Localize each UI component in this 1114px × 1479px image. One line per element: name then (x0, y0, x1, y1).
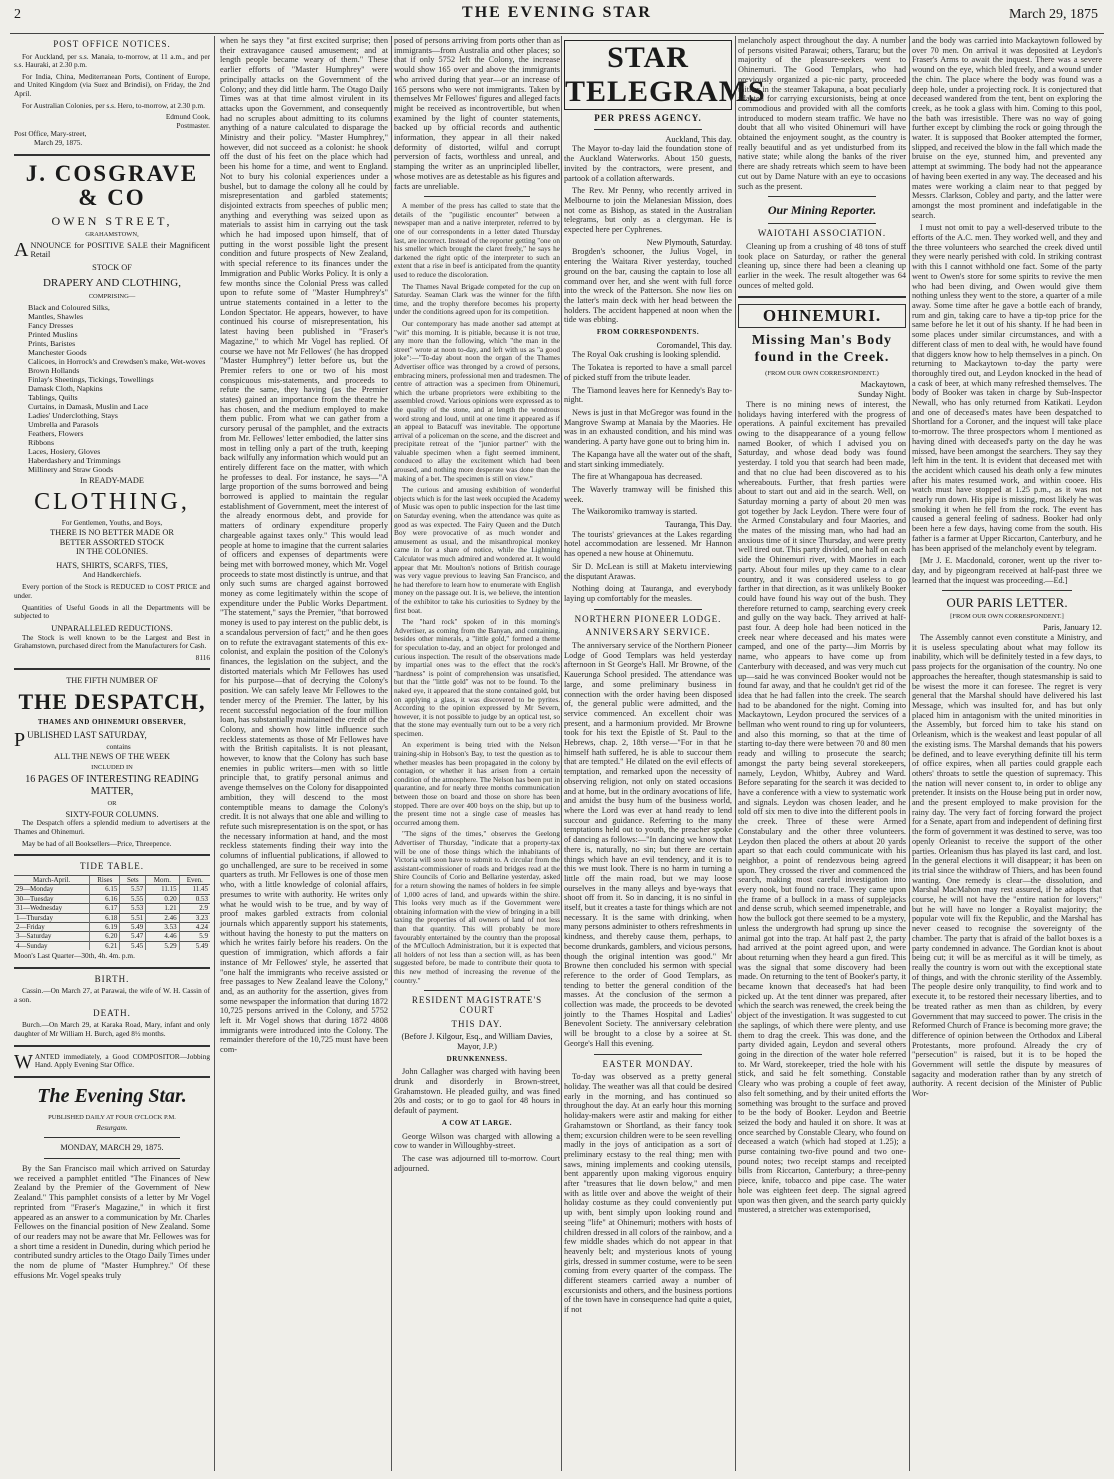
dateline: Coromandel, This day. (656, 340, 732, 350)
telegram-text: The Royal Oak crushing is looking splendid. (572, 350, 721, 360)
drapery-list (28, 303, 210, 474)
column-3 (394, 36, 560, 1471)
lodge-text: The anniversary service of the Northern Pioneer Lodge of Good Templars was held yesterday afternoon in St George's Hall. Mr Browne, of the Kauerunga School presided. The attendance was large, and some preliminary business in connection with the order having been disposed of, the general public were admitted, and the service commenced. An excellent choir was present, and a harmonium provided. Mr Browne took for his text the Epistle of St. Paul to the Hebrews, chap. 2, 18th verse—"For in that he himself hath suffered, he is able to succour them that are tempted." He dilated on the evil effects of temptation, and remarked upon the necessity of observing religion, not only on stated occasions and at home, but in the ordinary avocations of life, and amidst the busy hum of the business world, where the Lord was ever at hand ready to lend succour and guidance. Referring to the many temptations held out to youth, the preacher spoke of dancing as follows:—"In dancing we know that there is, naturally, no sin; but there are certain things which have an evil tendency, and it is to this we must look. There is no harm in turning a little off the main road, but we may loose ourselves in the many alleys and bye-ways that shoot off from it. So in dancing, it is no sinful in itself, but it creates a taste for things which are not necessary. It is the same with drinking, when many persons administer to others refreshments in kindness, and thereby cause them, perhaps, to become drunkards, gamblers, and vicious persons, though the original intention was good." Mr Browne then concluded his sermon with special reference to the order of Good Templars, as tending to better the general condition of the masses. At the conclusion of the sermon a collection was made, the proceeds to be devoted jointly to the Thames Hospital and Ladies' Benevolent Society. The anniversary celebration will be brought to a close by a soiree at St. George's Hall this evening. (564, 641, 732, 1048)
death-text: Burch.—On March 29, at Karaka Road, Mary, infant and only daughter of Mr William H. Burch, aged 8½ months. (14, 1020, 210, 1038)
motto: Resurgam. (96, 1122, 128, 1132)
dateline: Mackaytown, (860, 380, 906, 390)
telegrams-heading: STAR TELEGRAMS (565, 41, 766, 108)
local-news: Our contemporary has made another sad attempt at "wit" this morning. It is pitiable, because it is not true, any more than the following, which "the man in the street" wrote at noon to-day, and left with us as "a good joke":—"To-day about noon the organ of the Thames Advertiser office was thronged by a crowd of persons, embracing miners, professional men and tradesmen. The centre of attraction was a specimen from Ohinemuri, which the urbane proprietors were exhibiting to the assembled crowd. Various opinions were expressed as to the quality of the stone, and at length the wondrous word strong and loud, until at one time it appeared as if an appeal to Batacuff was inevitable. The opportune arrival of a policeman on the scene, and the discreet and precipitate retreat of the "junior partner" with the valuable specimen when a fight seemed imminent, conduced to allay the excitement which had been aroused, and nothing more desperate was done than the making of a bet. The specimen is still on view." (394, 318, 560, 483)
local-news: "The signs of the times," observes the Geelong Advertiser of Thursday, "indicate that a property-tax will be one of those things which the inhabitants of Victoria will soon have to submit to. A circular from the assistant-commissioner of roads and bridges read at the Shire Councils of Corio and Bellarine yesterday, asked for a return showing the names of holders in fee simple of 1,000 acres of land, and upwards within the shire. This looks very much as if the Government were obtaining information with the view of bringing in a bill taxing the properties of all owners of land of not less than that quantity. This will probably be more favourably entertained by the country than the proposal of the M'Culloch Administration, but it is expected that all holders of not less than a section will, as has been suggested before, be made to contribute their quota to this new method of increasing the revenue of the country." (394, 829, 560, 985)
table-row (14, 941, 210, 950)
despatch-booksellers: May be had of all Booksellers—Price, Threepence. (22, 838, 172, 848)
divider (14, 1045, 210, 1047)
tide-cell: 6.15 (90, 885, 120, 894)
dateline: Sunday Night. (858, 390, 906, 400)
post-office-heading: POST OFFICE NOTICES. (53, 39, 171, 49)
post-office-notice: For India, China, Mediterranean Ports, Continent of Europe, and United Kingdom (via Suez and Brindisi), on Friday, the 2nd April. (14, 71, 210, 99)
table-row (14, 894, 210, 903)
editorial-date: MONDAY, MARCH 29, 1875. (60, 1143, 164, 1153)
cow-heading: A COW AT LARGE. (441, 1118, 513, 1127)
missing-continued: and the body was carried into Mackaytown followed by over 70 men. On arrival it was deposited at Leydon's Fraser's Arms to await the inquest. There was a severe wound on the eye, which bled freely, and a wound under the chin. The place where the body was found was a deep hole, under a projecting rock. It is conjectured that deceased wandered from the tent, bent on exploring the creek, as he took a glass with him. Coming to this pool, the bath was irresistible. There was no way of going further except by climbing the rock or going through the water. It is supposed that Booker attempted the former, slipped, and received the blow in the fall which made the bruise on the eye, stunned him, and prevented any attempt at swimming. The body had not the appearance of having been exerted in any way. The deceased and his mates were working a claim near to that pegged by Messrs. Clarkson, Cobley and party, and the latter were amongst the most prominent and indefatigable in the search. (912, 36, 1102, 220)
local-news: The Thames Naval Brigade competed for the cup on Saturday. Seaman Clark was the winner for the fifth time, and the trophy therefore becomes his property under the conditions agreed upon for its competition. (394, 281, 560, 317)
list-item: Mantles, Shawles (28, 311, 84, 321)
cosgrave-name: J. COSGRAVE & CO (25, 160, 199, 210)
tide-cell: 6.16 (90, 894, 120, 903)
telegram-text: The Mayor to-day laid the foundation stone of the Auckland Waterworks. About 150 guests, invited by the contractors, were present, and partook of a collation afterwards. (564, 144, 732, 183)
published-daily: PUBLISHED DAILY AT FOUR O'CLOCK P.M. (48, 1113, 176, 1121)
unparalleled-line: UNPARALLELED REDUCTIONS. (51, 623, 173, 633)
despatch-contains: contains (106, 742, 131, 752)
tide-cell: 5.45 (120, 941, 146, 950)
tide-cell: 4—Sunday (14, 941, 90, 950)
dateline: Auckland, This day. (665, 134, 732, 144)
column-5 (738, 36, 906, 1471)
editorial-continued: when he says they "at first excited surprise; then their extravagance caused amusement; and at length people became weary of them." These earlier efforts of "Master Humphrey" were principally attacks on the Government of the Colony; and they did little harm. The Otago Daily Times was at that time almost virulent in its attacks upon the Government, and consequently had no scruples about admitting to its columns anything of a nature calculated to disparage the Ministry and their policy. "Master Humphrey," however, did not succeed as a colonist: he shook off the dust of his feet on the place which had been his home for a time, and went to England. Not to bury his colonial experiences under a bushel, but to damage the colony all he could by misrepresentation and garbled statements; disjointed extracts from speeches of public men; anything and everything was seized upon as materials to assist him in carrying out the task which he had imposed upon himself, that of putting in the worst possible light the present condition and future prospects of New Zealand, with special reference to its finances under the Immigration and Public Works Policy. It is only a few months since the Colonial Press was called upon to refute some of "Master Humphrey's" untrue statements contained in a letter to the London Spectator. He appears, however, to have continued his course of misrepresentation, his latest having been published in "Fraser's Magazine," to which Mr Vogel has replied. Of course we have not Mr Fellowes' (he has dropped "Master Humphrey") letter before us, but the Premier refers to one or two of his most conspicuous mis-statements, and proceeds to refute the same, they having (as the Premier states) gained an importance from the theatre he has chosen, and the medium employed to make them public. From what we can gather from a cursory perusal of the pamphlet, and the extracts from Mr. Fellowes' letter embodied, the latter sins most in telling only a part of the truth, keeping back wilfully any information which would put an entirely different face on the matter, with which he professes to deal. For instance, he says—"A large proportion of the sums borrowed and being borrowed is applied to maintain the regular establishment of Government, meet the interest of the already enormous debt, and provide for matters of ordinary expenditure properly chargeable against taxes only." This would lead people at home to imagine that the current salaries of officers and expenses of departments were being met with borrowed money, which Mr. Vogel proceeds to state most distinctly is untrue, and that only such sums are charged against borrowed money as come legitimately within the scope of expenditure under the Public Works Department. "The statement," says the Premier, "that borrowed money is used to pay interest on the public debt, is a scandalous perversion of fact;" and he then goes on to refute the extravagant statements of this ex-colonist, and explain the position of the Colony's finances, the legislation on the subject, and the distorted materials which Mr Fellowes has used for his purpose—that of decrying the Colony's position. We can safely leave Mr Fellowes to the tender mercy of the Premier. The latter, by his recent successful negociation of the four million loan, has substantially maintained the credit of the Colony, and shown how little influence such reckless statements as those of Mr Fellowes have with the British capitalists. It is not pleasant, however, to know that the Colony has such base enemies in public writers—men with so little principle that, to gratify personal animus and avenge themselves on the Colony for disappointed ambition, they will descend to the most contemptible means to damage the Colony's credit. It is not always that one able and willing to refute such misrepresentation is on the spot, or has the necessary information at hand, and the most reckless statements finding their way into the columns of influential publications, if allowed to go unchallenged, are sure to be received in some quarters as truth. Mr Fellowes is one of those men who, with a little knowledge of colonial affairs, presumes to write with authority. He writes only what he would wish to be true, and by way of proof makes garbled extracts from colonial journals which apparently support his statements, without having the honesty to put the matters on which he writes fairly before his readers. On the question of immigration, which affords a fair instance of Mr Fellowes' style, he asserted that "one half the immigrants who receive assisted or free passages to New Zealand leave the Colony," and, as an authority for the assertion, gives from some newspaper the information that during 1872 10,725 persons arrived in the Colony, and 5752 left it. Mr Vogel shows that during 1872 4808 immigrants were introduced into the Colony. The remainder therefore of the 10,725 must have been com- (220, 36, 388, 1055)
from-correspondents: FROM CORRESPONDENTS. (596, 328, 700, 337)
despatch-or: OR (107, 799, 117, 807)
court-before: (Before J. Kilgour, Esq., and William Davies, Mayor, J.P.) (401, 1032, 553, 1051)
paper-nameplate: The Evening Star. (37, 1084, 187, 1107)
easter-heading: EASTER MONDAY. (602, 1058, 694, 1069)
list-item: Millinery and Straw Goods (28, 464, 114, 474)
telegram-text: The Tiamond leaves here for Kennedy's Bay to-night. (564, 385, 732, 405)
divider (738, 296, 906, 298)
editorial-text: By the San Francisco mail which arrived on Saturday we received a pamphlet entitled "The Finances of New Zealand by the Premier of the Government of New Zealand." This pamphlet consists of a letter by Mr Vogel reprinted from "Fraser's Magazine," in which it first appeared as an answer to a communication by Mr. Charles Fellowes on the financial position of New Zealand. Some of our readers may not be aware that Mr. Fellowes was for a short time a resident in Dunedin, during which period he contributed sundry articles to the Otago Daily Times under the nom de plume of "Master Humphrey." Of these effusions Mr. Vogel speaks truly (14, 1164, 210, 1280)
divider (768, 196, 876, 197)
missing-text: There is no mining news of interest, the holidays having interfered with the progress of operations. A painful excitement has prevailed owing to the disappearance of a young fellow named Booker, of which I advised you on Saturday, and whose dead body was found yesterday. I told you that search had been made, and that no clue had been discovered as to his whereabouts. Further, that fresh parties were about to start out and aid in the search. Well, on Saturday morning a party of about 20 men was got together by Jack Leydon. There were four of the Armed Constabulary and four Maories, and the mates of the missing man, who had had an anxious time of it since Thursday, and were pretty well tired out. This party divided, one half on each side the Ohinemuri river, with Maories in each party. About four miles up they came to a clear country, and it was considered useless to go farther in that direction, as it was unlikely Booker could have found his way out of the bush. They therefore returned to camp, searching every creek and gully on the way back. They arrived at half-past four. A deep hole had been noticed in the creek near where deceased and his mates were camped, and one of the party—Jim Morris by name, who appears to have come up from Canterbury with deceased, and was very much cut up—said he was convinced Booker would not be found far away, and that he couldn't get rid of the idea that he had fallen into the creek. The search had to be abandoned for the night. Coming into Mackaytown, Leydon procured the services of a bellman who went round to ring up for volunteers, and also this morning, so that at the time of starting to-day there were between 70 and 80 men ready and willing to prosecute the search; amongst the party being several storekeepers, namely, Leydon, Whitby, Aubrey and Ward. Before separating for the search it was decided to have a conference with a view to systematic work and signals. Leydon was chosen leader, and he told off six men to dive into the different pools in the creek. Three of these were Armed Constabulary and the other three volunteers. Leydon then placed the others at about 20 yards apart so that each could communicate with his neighbor, a point of rendezvous being agreed upon. They crossed the river and commenced the search, making most careful investigation into every nook, but found no trace. They came upon the frame of a bullock in a mass of supplejacks and dense scrub, which seemed impenetrable, and how the bullock got there seemed to be a mystery, unless the undergrowth had sprung up since the animal got into the trap. At half past 2, the party had arrived at the point agreed upon, and were about returning when they heard a gun fired. This was the signal that some discovery had been made. On returning to the tent of Booker's party, it became known that deceased's hat had been picked up. At the tent dinner was prepared, after which the search was renewed, the creek being the object of the investigation. It was suggested to cut the saplings, of which there were plenty, and use them to drag the creek. This was done, and the party divided again, Leydon and several others going in the direction of the water hole referred to. Mr Ward, storekeeper, tried the hole with his stick, and said he felt something. Constable Cleary who was probing a couple of feet away, also felt something, and by their united efforts the something was brought to the surface and proved to be the body of Booker. Leydon and Beetrie seized the body and hauled it on shore. It was at once searched by Constable Cleary, who found on deceased a watch (which had stoped at 1.25); a purse containing two-five pound and two one-pound notes; two receipt stamps and receipted bills from Riccarton, Canterbury; a three-penny piece, knife, tobacco and pipe case. The water hole was eighteen feet deep. The signal agreed upon was then given, and the search party quickly mustered, a stretcher was extemporised, (738, 399, 906, 1215)
tide-cell: 29—Monday (14, 885, 90, 894)
divider (14, 154, 210, 156)
telegram-text: The Rev. Mr Penny, who recently arrived in Melbourne to join the Melanesian Mission, does not come as Bishop, as stated in the Australian telegrams, but only as a clergyman. He is expected here per Cyphrenes. (564, 186, 732, 235)
local-news: A member of the press has called to state that the details of the "pugilistic encounter" between a newspaper man and a native interpreter, referred to by one of our correspondents in a letter dated Thursday last, are incorrect. Instead of the reporter getting "one on his smeller which brought the claret freely," he says he darkened the right optic of the interpreter to such an extent that a rise in beef is anticipated from the quantity used to reduce the discoloration. (394, 201, 560, 279)
tide-cell: 5.29 (146, 941, 179, 950)
table-row (14, 932, 210, 941)
reduced-line: Every portion of the Stock is REDUCED to COST PRICE and under. (14, 582, 210, 601)
paris-text: The Assembly cannot even constitute a Ministry, and it is useless speculating about what may follow its inability, which will be definitely tested in a few days, to pass projects for the organisation of the country. No one approaches the hereafter, though statesmanship is said to be wisest the more it can foresee. The regret is very general that the Marshal should have delivered his last Message, which was insulted for, and has but only placed him in antagonism with the united minorities in the Assembly, but forced him to take his stand on Orleanism, which is the weakest and least popular of all the existing isms. The Marshal demands that his powers be defined, and to leave everything definite till his term of office expires, when all parties could grapple each others' throats to settle the question of supremacy. This the nation will never consent to, in order to oblige any pretender. It insists on the House being put in order now, and the present employed to make provision for the rainy day. The very fact of forcing forward the project for a Senate, apart from and independent of defining first the form of government it was destined to serve, was too openly Orleanist to receive the support of the other parties. Orleanism thus has played its last card, and lost. In the general elections it will disappear; it has been on its trial since the withdraw of Thiers, and has been found wanting. One remedy is clear—the dissolution, and Marshal MacMahon may rest assured, if he adopts that course, he will not have the "entire nation for lovers;" but he will have no longer a Royalist majority; the popular vote will fix the Republic, and the Marshal has never ceased to recognise the sovereignty of the chamber. The party that is afraid of the ballot boxes is a party condemned in advance. The Gordian knot is about being cut; it will be as merciful as it will be timely, as really the country is worn out with the exceptional state of things, and with the chronic sterility of the Assembly. The people desire only tranquility, to find work and to execute it, to be restored their necessary liberties, and to be treated rather as men than as children, by every Government that may succeed to power. The crisis in the Reformed Church of France is becoming more grave; the difference of opinion between the Orthodox and Liberal Protestants, more profound. Already the cry of "persecution" is raised, but it is to be hoped the Government will settle the dispute by measures of sagacity and moderation rather than by any stretch of authority. A recent decision of the Minister of Public Wor- (912, 633, 1102, 1099)
waiotahi-text: Cleaning up from a crushing of 48 tons of stuff took place on Saturday, or rather the general cleaning up, since there had been a cleaning up earlier in the week. The result altogether was 64 ounces of melted gold. (738, 241, 906, 290)
hats-line: HATS, SHIRTS, SCARFS, TIES, (56, 561, 168, 571)
dateline: New Plymouth, Saturday. (646, 237, 732, 247)
divider (14, 967, 210, 969)
telegram-text: The tourists' grievances at the Lakes regarding hotel accommodation are lessened. Mr Hannon has opened a new house at Ohinemutu. (564, 529, 732, 559)
telegram-text: News is just in that McGregor was found in the Mangrove Swamp at Manaia by the Maories. He was in an exhausted condition, and his mind was wandering. A party have gone out to bring him in. (564, 407, 732, 447)
missing-heading: Missing Man's Body found in the Creek. (751, 333, 893, 366)
tide-cell: 5.57 (120, 885, 146, 894)
divider (768, 223, 876, 224)
better-line: THERE IS NO BETTER MADE OR (50, 528, 174, 538)
lodge-heading: NORTHERN PIONEER LODGE. (574, 613, 722, 624)
tide-cell: 0.20 (146, 894, 179, 903)
tide-cell: 3.23 (179, 913, 210, 922)
tide-cell: 5.47 (120, 932, 146, 941)
tide-cell: 5.51 (120, 913, 146, 922)
telegram-text: The fire at Whangapoua has decreased. (572, 472, 703, 482)
easter-continued: melancholy aspect throughout the day. A number of persons visited Parawai; others, Tararu; but the majority of the pleasure-seekers went to Ohinemuri. The Good Templars, who had previously organized a pic-nic party, proceeded thither in the steamer Takapuna, a boat peculiarly adapted for carrying excursionists, being at once commodious and provided with all the comforts introduced to modern steam traffic. We have no doubt that all who visited Ohinemuri will have obtained the enjoyment sought, as the country is really beautiful and as yet undisturbed from its native state; while along the banks of the river there are shady retreats which seem to have been cut out by Dame Nature with an eye to occasions such as the present. (738, 36, 906, 191)
post-office-place: Post Office, Mary-street, (14, 129, 87, 139)
tide-col: Morn. (146, 875, 179, 884)
tide-cell: 30—Tuesday (14, 894, 90, 903)
birth-text: Cassin.—On March 27, at Parawai, the wife of W. H. Cassin of a son. (14, 986, 210, 1005)
telegram-text: Sir D. McLean is still at Maketu interviewing the disputant Arawas. (564, 561, 732, 581)
column-rule (214, 36, 215, 1471)
ad-ref: 8116 (195, 652, 210, 662)
mining-heading: Our Mining Reporter. (767, 203, 877, 218)
tide-cell: 5.9 (179, 932, 210, 941)
paris-heading: OUR PARIS LETTER. (946, 595, 1068, 611)
list-item: Printed Muslins (28, 329, 78, 339)
list-item: Umbrella and Parasols (28, 419, 99, 429)
tide-col: Even. (179, 875, 210, 884)
cosgrave-drapery: DRAPERY AND CLOTHING, (42, 276, 181, 289)
despatch-name: THE DESPATCH, (18, 689, 206, 715)
despatch-published: PUBLISHED LAST SATURDAY, (14, 728, 147, 751)
despatch-news: ALL THE NEWS OF THE WEEK (53, 752, 171, 762)
divider (14, 854, 210, 856)
divider (594, 609, 702, 610)
list-item: Ladies' Underclothing, Stays (28, 410, 118, 420)
column-rule (561, 36, 562, 1471)
masthead-rule (10, 33, 1104, 34)
tide-col: Rises (90, 875, 120, 884)
table-row (14, 922, 210, 931)
better-line: BETTER ASSORTED STOCK (59, 537, 165, 547)
list-item: Manchester Goods (28, 347, 87, 357)
editorial-end: posed of persons arriving from ports other than as immigrants—from Australia and other places; so that if only 5752 left the Colony, the increase would show 165 over and above the immigrants who arrived during that year—or an increase of 165 persons who were not immigrants. Taken by themselves Mr Fellowes' figures and alleged facts might be received as incontrovertible, but when examined by the light of counter statements, backed up by official records and authentic information, they appear in all their naked deformity of distorted, wilful and corrupt perversion of facts, worthless and unreal, and stamping the writer as an unprincipled libeller, whose motives are as detestable as his figures and facts are unreliable. (394, 36, 560, 191)
tide-cell: 1.21 (146, 904, 179, 913)
page-number: 2 (14, 7, 21, 22)
tide-cell: 31—Wednesday (14, 904, 90, 913)
telegram-text: The Waikoromiko tramway is started. (572, 507, 698, 517)
tide-cell: 11.15 (146, 885, 179, 894)
list-item: Haberdashery and Trimmings (28, 455, 121, 465)
divider (594, 129, 702, 130)
despatch-medium: The Despatch offers a splendid medium to advertisers at the Thames and Ohinemuri. (14, 818, 210, 837)
better-line: IN THE COLONIES. (76, 547, 148, 557)
divider (424, 990, 530, 991)
court-heading: RESIDENT MAGISTRATE'S COURT (411, 995, 543, 1015)
issue-date: March 29, 1875 (1008, 7, 1098, 22)
list-item: Calicoes, in Horrock's and Crewdsen's make, Wet-woves (28, 356, 206, 366)
telegram-text: The Tokatea is reported to have a small parcel of picked stuff from the tribute leader. (564, 363, 732, 382)
list-item: Brown Hollands (28, 365, 80, 375)
quantities-line: Quantities of Useful Goods in all the Departments will be subjected to (14, 602, 210, 621)
easter-text: To-day was observed as a pretty general holiday. The weather was all that could be desired early in the morning, and has continued so throughout the day. At an early hour this morning holiday-makers were astir and making for either Grahamstown or Shortland, as their fancy took them; excursion children were to be seen revelling madly in the joys of anticipation as a sort of preliminary ecstasy to the real thing; men with saws, mining implements and cooking utensils, bent apparently upon making vigorous enquiry after "treasures that lie down below," and men with as little over and above the weight of their holiday costume as they could conveniently put up with, bent simply upon looking round and seeing "life" at Ohinemuri; mothers with hosts of children dressed in all colors of the rainbow, and a few middle shades which do not appear in that heavenly belt; and mysterious knots of young girls, dressed in summer costume, were to be seen coming from every quarter of the compass. The different steamers carried away a number of excursionists and others, and the business portions of the town have in consequence had quite a quiet, if not (564, 1072, 732, 1315)
cosgrave-stock: STOCK OF (92, 263, 132, 273)
ohinemuri-heading: OHINEMURI. (738, 304, 906, 328)
divider (44, 1137, 180, 1138)
dateline: Paris, January 12. (1043, 623, 1102, 633)
hand-line: And Handkerchiefs. (82, 569, 142, 579)
tide-cell: 3—Saturday (14, 932, 90, 941)
local-news: The "hard rock" spoken of in this morning's Advertiser, as coming from the Banyan, and containing, besides other minerals, a "little gold," formed a theme for speculation to-day, and an object for prolonged and curious inspection. The result of the observations made by impartial ones was to the effect that the rock's "hardness" is point of comprehension was unsatisfied, but that the "little gold" was not to be found. To the naked eye, it appeared that the stone contained gold, but on applying a glass, it was discovered to be pyrites. According to the opinion expressed by Mr Severn, however, it is not possible to judge by an optical test, so that the stone may eventually turn out to be a very rich specimen. (394, 617, 560, 738)
list-item: Damask Cloth, Napkins (28, 383, 103, 393)
column-rule (391, 36, 392, 1471)
ready-made: In READY-MADE (80, 475, 144, 485)
cosgrave-announce: ANNOUNCE for POSITIVE SALE their Magnificent Retail (14, 238, 210, 261)
local-news: The curious and amusing exhibition of wonderful objects which is for the last week occupied the Academy of Music was open to public inspection for the last time on Saturday evening, when the attendance was quite as good as was expected. The Fairy Queen and the Dutch Boy were provocative of as much wonder and amusement as usual, and the misanthropical monkey came in for a share of notice, while the Lightning Calculator was much admired and wondered at. It would appear that Mr. Moulton's notions of British courage was very vague previous to leaving San Francisco, and he had therefore to learn how to enumerate with English money on the passage out. It is, we believe, the intention of the exhibitor to take his curiosities to Sydney by the first boat. (394, 485, 560, 615)
editor-note: [Mr J. E. Macdonald, coroner, went up the river to-day, and by pigeongram received at half-past three we learned that the inquest was proceeding.—Ed.] (912, 556, 1102, 585)
divider (942, 590, 1072, 591)
list-item: Ribbons (28, 437, 54, 447)
divider (44, 1158, 180, 1159)
tide-cell: 4.24 (179, 922, 210, 931)
tide-table (14, 875, 210, 950)
court-day: THIS DAY. (451, 1018, 503, 1029)
despatch-pages: 16 PAGES OF INTERESTING READING MATTER, (25, 773, 199, 797)
tide-cell: 6.17 (90, 904, 120, 913)
telegram-text: The Kapanga have all the water out of the shaft, and start sinking immediately. (564, 449, 732, 469)
list-item: Fancy Dresses (28, 320, 74, 330)
birth-heading: BIRTH. (94, 973, 130, 984)
divider (424, 196, 530, 197)
telegram-text: The Waverly tramway will be finished this week. (564, 484, 732, 504)
divider (594, 1054, 702, 1055)
tide-cell: 6.20 (90, 932, 120, 941)
tide-col: Sets (120, 875, 146, 884)
column-6 (912, 36, 1102, 1471)
divider (14, 668, 210, 670)
tide-cell: 1—Thursday (14, 913, 90, 922)
despatch-line1: THE FIFTH NUMBER OF (66, 676, 158, 686)
tide-cell: 6.18 (90, 913, 120, 922)
tide-cell: 6.19 (90, 922, 120, 931)
tide-cell: 5.49 (120, 922, 146, 931)
tide-cell: 5.49 (179, 941, 210, 950)
tide-cell: 6.21 (90, 941, 120, 950)
death-heading: DEATH. (93, 1007, 131, 1018)
moon-note: Moon's Last Quarter—30th, 4h. 4m. p.m. (14, 951, 135, 961)
tide-heading: TIDE TABLE. (79, 861, 145, 872)
cosgrave-town: GRAHAMSTOWN, (85, 230, 139, 238)
tide-col: March-April. (14, 875, 90, 884)
tide-cell: 0.53 (179, 894, 210, 903)
table-row (14, 913, 210, 922)
tide-header-row (14, 875, 210, 884)
despatch-sub: THAMES AND OHINEMURI OBSERVER, (37, 718, 187, 727)
list-item: Black and Coloured Silks, (28, 302, 110, 312)
masthead (0, 0, 1114, 36)
tide-cell: 3.53 (146, 922, 179, 931)
despatch-included: INCLUDED IN (91, 763, 133, 771)
list-item: Curtains, in Damask, Muslin and Lace (28, 401, 149, 411)
tide-cell: 5.55 (120, 894, 146, 903)
postmaster-title: Postmaster. (176, 120, 210, 130)
cosgrave-comprising: COMPRISING— (88, 292, 136, 300)
local-news: An experiment is being tried with the Nelson training-ship in Hobson's Bay, to test the question as to whether measles has been propagated in the colony by contagion, or whether it has arisen from a certain condition of the atmosphere. The Nelson has been put in quarantine, and for nearly three months communication between those on board and those on shore has been stopped. There are over 400 boys on the ship, but up to the present time not a single case of measles has occurred among them. (394, 740, 560, 827)
table-row (14, 885, 210, 894)
column-1 (14, 36, 210, 1471)
stock-note: The Stock is well known to be the Largest and Best in Grahamstown, purchased direct from the Manufacturers for Cash. (14, 632, 210, 651)
dateline: Tauranga, This Day. (665, 520, 732, 530)
list-item: Tablings, Quilts (28, 392, 78, 402)
post-office-notice: For Auckland, per s.s. Manaia, to-morrow, at 11 a.m., and per s.s. Hauraki, at 2.30 p.m. (14, 51, 210, 70)
court-adjourned: The case was adjourned till to-morrow. Court adjourned. (394, 1153, 560, 1173)
list-item: Finlay's Sheetings, Tickings, Towellings (28, 374, 154, 384)
post-office-notice: For Australian Colonies, per s.s. Hero, to-morrow, at 2.30 p.m. (22, 100, 205, 110)
tide-cell: 11.45 (179, 885, 210, 894)
column-2 (220, 36, 388, 1471)
clothing-for: For Gentlemen, Youths, and Boys, (61, 518, 163, 528)
drunk-text: John Callagher was charged with having been drunk and disorderly in Brown-street, Grahamstown. He pleaded guilty, and was fined 20s and costs; or to go to gaol for 48 hours in default of payment. (394, 1067, 560, 1116)
list-item: Prints, Baristes (28, 338, 76, 348)
own-correspondent: (FROM OUR OWN CORRESPONDENT.) (765, 370, 879, 378)
cow-text: George Wilson was charged with allowing a cow to wander in Willoughby-street. (394, 1131, 560, 1151)
telegram-text: Nothing doing at Tauranga, and everybody laying up comfortably for the measles. (564, 584, 732, 603)
clothing-heading: CLOTHING, (34, 489, 190, 516)
paris-corr: [FROM OUR OWN CORRESPONDENT.] (950, 613, 1064, 621)
column-rule (735, 36, 736, 1471)
list-item: Feathers, Flowers (28, 428, 84, 438)
column-rule (909, 36, 910, 1471)
column-4 (564, 36, 766, 1471)
tide-cell: 4.46 (146, 932, 179, 941)
despatch-cols: SIXTY-FOUR COLUMNS. (65, 809, 159, 819)
divider (14, 1076, 210, 1078)
table-row (14, 904, 210, 913)
waiotahi-heading: WAIOTAHI ASSOCIATION. (757, 228, 887, 239)
tide-cell: 2.9 (179, 904, 210, 913)
list-item: Laces, Hosiery, Gloves (28, 446, 101, 456)
postmaster-name: Edmund Cook, (165, 112, 210, 122)
telegrams-sub: PER PRESS AGENCY. (594, 113, 702, 123)
lodge-sub: ANNIVERSARY SERVICE. (585, 627, 711, 638)
missing-continued: I must not omit to pay a well-deserved tribute to the efforts of the A.C. men. They worked well, and they and the three volunteers who searched the creek dived until they were nearly perished with cold. In striking contrast with this I cannot withhold one fact. Some of the party went to Owen's store for some spirits to revive the men who had been diving, and Owen would give them nothing unless they went to the store, a quarter of a mile away. Some time after he gave a bottle each of brandy, rum and gin, taking care to have a tip-top price for the same before he let it out of his shanty. If he had been in some places under similar circumstances, and with a different class of men to deal with, he would have found that diggers know how to help themselves in a pinch. On returning to Mackaytown to-day the party were thoroughly tired out, and Leydon knocked in the head of a cask of beer, at which many refreshed themselves. The body of Booker was taken in charge by Sub-Inspector Newall, who has only returned from Katikati. Leydon and one of deceased's mates have been despatched to Shortland for a Coroner, and the inquest will take place to-morrow. The three prospectors whom I mentioned as having dined with deceased's party on the day he was missed, have been amongst the searchers. They say they left him in the tent. It is evident that deceased met with the accident which caused his death only a few minutes after his mates resumed work, and within cooee. His watch must have stopped at 1.25 p.m., as it was not nearly run down. His pipe is missing, most likely he was smoking it when he fell from the rock. The event has caused a general feeling of sadness. Booker had only been here a few days, having come from the south. His father is a farmer at Upper Riccarton, Canterbury, and he has been apprised of the melancholy event by telegram. (912, 223, 1102, 553)
tide-cell: 2—Friday (14, 922, 90, 931)
wanted-ad: WANTED immediately, a Good COMPOSITOR—Jobbing Hand. Apply Evening Star Office. (14, 1050, 210, 1073)
tide-cell: 5.53 (120, 904, 146, 913)
telegram-text: Brogden's schooner, the Julius Vogel, in entering the Waitara River yesterday, touched ground on the bar, causing the captain to lose all command over her, and she went with full force into the wreck of the Patterson. She now lies on the latter's main deck with her head between the holders. The accident happened at noon when the tide was ebbing. (564, 247, 732, 325)
tide-cell: 2.46 (146, 913, 179, 922)
newspaper-title: THE EVENING STAR (462, 4, 652, 21)
drunk-heading: DRUNKENNESS. (446, 1054, 508, 1063)
cosgrave-street: OWEN STREET, (51, 213, 173, 228)
post-office-date: March 29, 1875. (34, 138, 83, 148)
